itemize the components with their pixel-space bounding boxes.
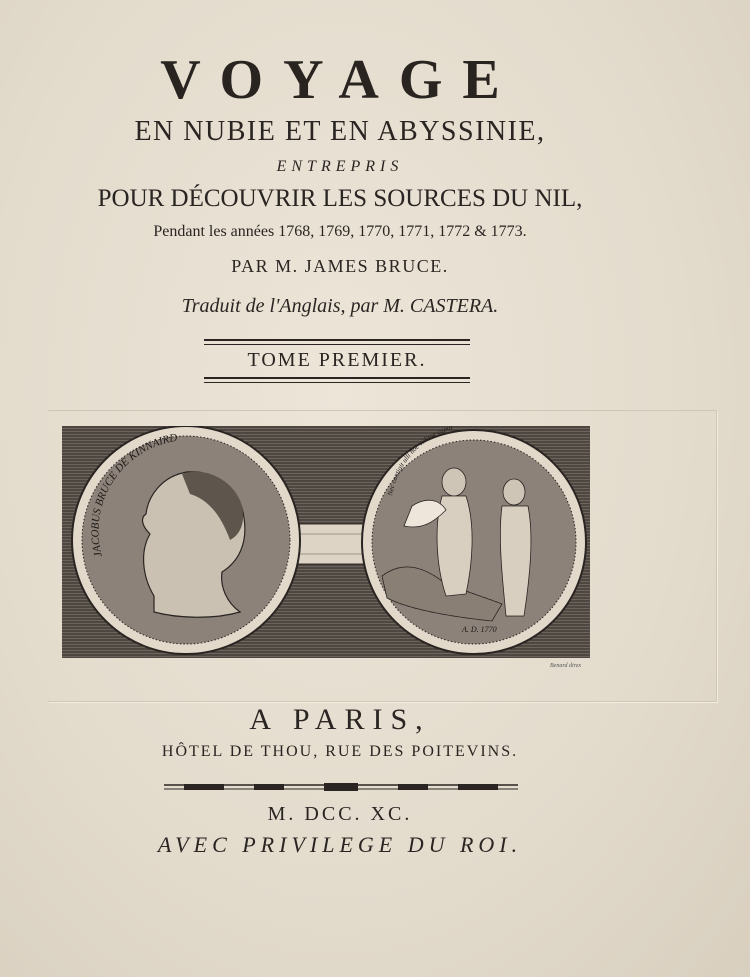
rule-bottom	[204, 377, 470, 383]
imprint-privilege: AVEC PRIVILEGE DU ROI.	[157, 832, 523, 857]
entrepris-text: ENTREPRIS	[276, 158, 404, 175]
right-medal-date: A. D. 1770	[462, 625, 497, 634]
imprint-publisher: HÔTEL DE THOU, RUE DES POITEVINS.	[161, 743, 519, 760]
left-medal-legend: JACOBUS BRUCE DE KINNAIRD	[89, 431, 179, 559]
years-text: Pendant les années 1768, 1769, 1770, 1771, 1772 & 1773.	[153, 223, 527, 240]
author-line: PAR M. JAMES BRUCE.	[231, 256, 449, 276]
book-title: VOYAGE	[160, 49, 520, 111]
volume-label: TOME PREMIER.	[247, 349, 427, 371]
book-subtitle: EN NUBIE ET EN ABYSSINIE,	[134, 116, 546, 147]
right-medal-motto: Nec contigit ulli hoc vidisse caput	[386, 426, 454, 497]
left-medal	[72, 426, 300, 654]
imprint-city: A PARIS,	[249, 703, 431, 736]
volume-block	[204, 339, 470, 383]
imprint-year: M. DCC. XC.	[267, 803, 413, 825]
purpose-text: POUR DÉCOUVRIR LES SOURCES DU NIL,	[97, 185, 583, 212]
ornamental-rule	[164, 782, 518, 792]
translator-line: Traduit de l'Anglais, par M. CASTERA.	[181, 295, 499, 317]
medal-engraving	[62, 426, 590, 658]
engraver-credit: Benard direx	[550, 663, 582, 669]
